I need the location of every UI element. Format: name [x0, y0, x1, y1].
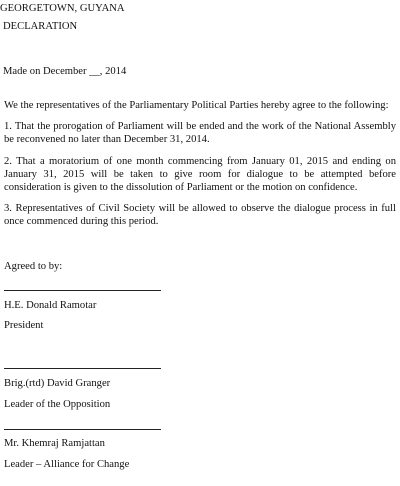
signatory-role: Leader – Alliance for Change	[4, 459, 130, 470]
signatory-role: Leader of the Opposition	[4, 399, 111, 410]
signature-line	[4, 368, 161, 369]
document-title: DECLARATION	[3, 21, 78, 32]
agreed-label: Agreed to by:	[4, 261, 63, 272]
location-heading: GEORGETOWN, GUYANA	[0, 3, 125, 14]
signatory-role: President	[4, 320, 44, 331]
signature-line	[4, 290, 161, 291]
intro-paragraph: We the representatives of the Parliamentary Political Parties hereby agree to the following:	[4, 100, 389, 111]
signatory-name: H.E. Donald Ramotar	[4, 300, 97, 311]
signature-line	[4, 429, 161, 430]
signatory-name: Brig.(rtd) David Granger	[4, 378, 111, 389]
date-line: Made on December __, 2014	[3, 66, 127, 77]
clause-1: 1. That the prorogation of Parliament will be ended and the work of the National Assembly be reconvened no later than December 31, 2014.	[4, 121, 396, 145]
clause-3: 3. Representatives of Civil Society will be allowed to observe the dialogue process in full once commenced during this period.	[4, 203, 396, 227]
clause-2: 2. That a moratorium of one month commencing from January 01, 2015 and ending on January 31, 2015 will be taken to give room for dialogue to be attempted before consideration is given to the dissolution of Parliament or the motion on confidence.	[4, 156, 396, 193]
signatory-name: Mr. Khemraj Ramjattan	[4, 438, 105, 449]
